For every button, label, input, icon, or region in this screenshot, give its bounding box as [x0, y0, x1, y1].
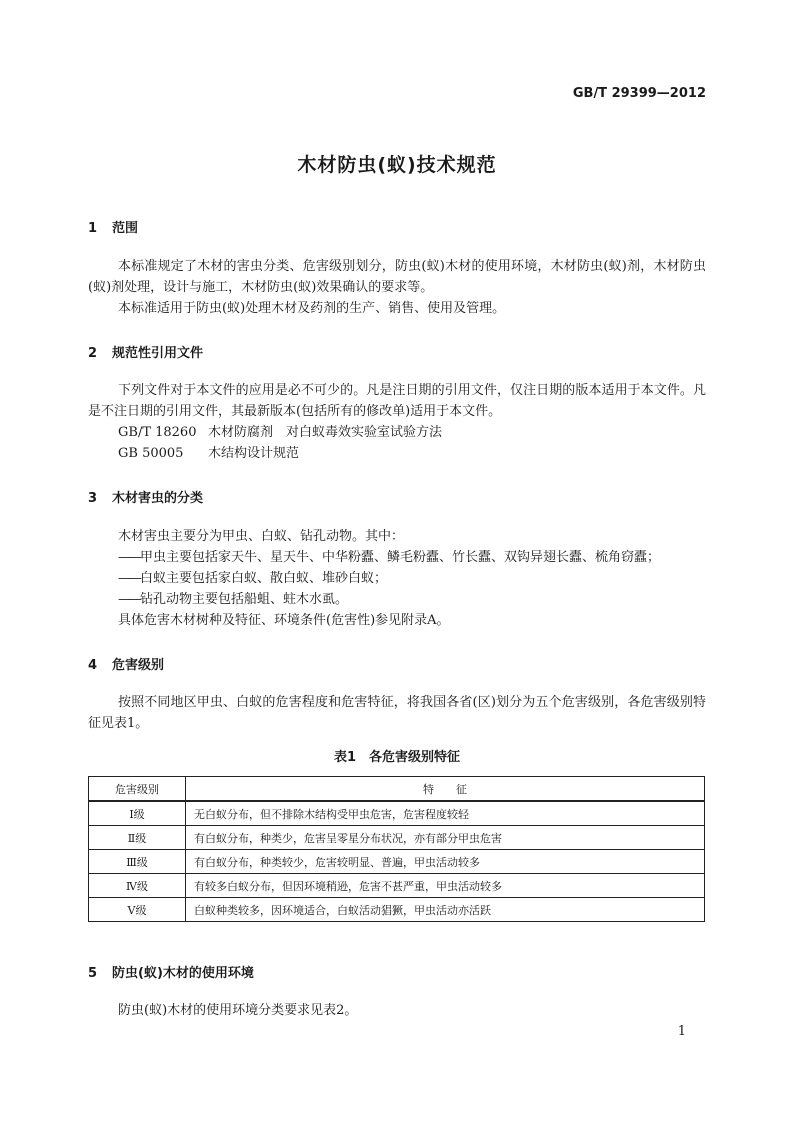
section-1-paragraph-2: 本标准适用于防虫(蚁)处理木材及药剂的生产、销售、使用及管理。	[118, 301, 506, 316]
level-cell: Ⅳ级	[89, 874, 186, 898]
section-title: 木材害虫的分类	[112, 491, 204, 506]
feature-cell: 有白蚁分布，种类较少，危害较明显、普遍，甲虫活动较多	[186, 850, 705, 874]
page-number: 1	[677, 1024, 686, 1039]
level-cell: Ⅲ级	[89, 850, 186, 874]
reference-title: 木材防腐剂 对白蚁毒效实验室试验方法	[208, 425, 443, 440]
section-3-paragraph-1: 木材害虫主要分为甲虫、白蚁、钻孔动物。其中：	[118, 529, 405, 544]
feature-cell: 无白蚁分布，但不排除木结构受甲虫危害，危害程度较轻	[186, 801, 705, 826]
feature-cell: 有白蚁分布，种类少，危害呈零星分布状况，亦有部分甲虫危害	[186, 826, 705, 850]
table-row	[89, 874, 705, 898]
section-3-paragraph-2: 具体危害木材树种及特征、环境条件(危害性)参见附录A。	[118, 613, 450, 628]
table-caption: 表1 各危害级别特征	[333, 750, 461, 765]
feature-cell: 白蚁种类较多，因环境适合，白蚁活动猖獗，甲虫活动亦活跃	[186, 898, 705, 922]
document-title: 木材防虫(蚁)技术规范	[297, 154, 497, 176]
table-row	[89, 826, 705, 850]
table-row	[89, 898, 705, 922]
section-title: 范围	[112, 221, 139, 236]
dash-marker: ——	[118, 571, 140, 586]
dash-marker: ——	[118, 592, 140, 607]
level-cell: Ⅴ级	[89, 898, 186, 922]
section-title: 危害级别	[112, 658, 165, 673]
normative-reference	[118, 443, 299, 464]
list-item-text: 甲虫主要包括家天牛、星天牛、中华粉蠹、鳞毛粉蠹、竹长蠹、双钩异翅长蠹、梳角窃蠹；	[140, 550, 661, 565]
level-cell: Ⅰ级	[89, 801, 186, 826]
section-4-paragraph-1: 按照不同地区甲虫、白蚁的危害程度和危害特征，将我国各省(区)划分为五个危害级别，各危害级别特征见表1。	[88, 695, 706, 731]
table-header-row	[89, 777, 705, 802]
section-1-heading	[88, 217, 138, 236]
reference-title: 木结构设计规范	[208, 446, 300, 461]
section-number: 3	[88, 491, 98, 506]
section-number: 1	[88, 221, 98, 236]
list-item	[118, 547, 660, 568]
hazard-level-table	[88, 776, 705, 922]
section-3-heading	[88, 487, 203, 506]
reference-code: GB/T 18260	[118, 425, 197, 440]
list-item	[118, 589, 348, 610]
level-cell: Ⅱ级	[89, 826, 186, 850]
section-5-paragraph-1: 防虫(蚁)木材的使用环境分类要求见表2。	[118, 1003, 358, 1018]
section-number: 5	[88, 966, 98, 981]
table-row	[89, 850, 705, 874]
table-row	[89, 801, 705, 826]
feature-cell: 有较多白蚁分布，但因环境稍逊，危害不甚严重，甲虫活动较多	[186, 874, 705, 898]
section-2-heading	[88, 342, 203, 361]
section-4-heading	[88, 654, 164, 673]
section-2-paragraph-1: 下列文件对于本文件的应用是必不可少的。凡是注日期的引用文件，仅注日期的版本适用于本文件。凡是不注日期的引用文件，其最新版本(包括所有的修改单)适用于本文件。	[88, 383, 706, 419]
reference-code: GB 50005	[118, 446, 184, 461]
list-item-text: 白蚁主要包括家白蚁、散白蚁、堆砂白蚁；	[140, 571, 388, 586]
list-item	[118, 568, 387, 589]
column-header-level: 危害级别	[89, 777, 186, 802]
section-number: 2	[88, 346, 98, 361]
standard-number: GB/T 29399—2012	[572, 86, 706, 101]
section-number: 4	[88, 658, 98, 673]
normative-reference	[118, 422, 442, 443]
list-item-text: 钻孔动物主要包括船蛆、蛀木水虱。	[140, 592, 349, 607]
section-title: 规范性引用文件	[112, 346, 204, 361]
dash-marker: ——	[118, 550, 140, 565]
section-1-paragraph-1: 本标准规定了木材的害虫分类、危害级别划分，防虫(蚁)木材的使用环境，木材防虫(蚁)剂，木材防虫(蚁)剂处理，设计与施工，木材防虫(蚁)效果确认的要求等。	[88, 259, 706, 295]
section-5-heading	[88, 962, 254, 981]
column-header-feature: 特 征	[186, 777, 705, 802]
section-title: 防虫(蚁)木材的使用环境	[112, 966, 254, 981]
